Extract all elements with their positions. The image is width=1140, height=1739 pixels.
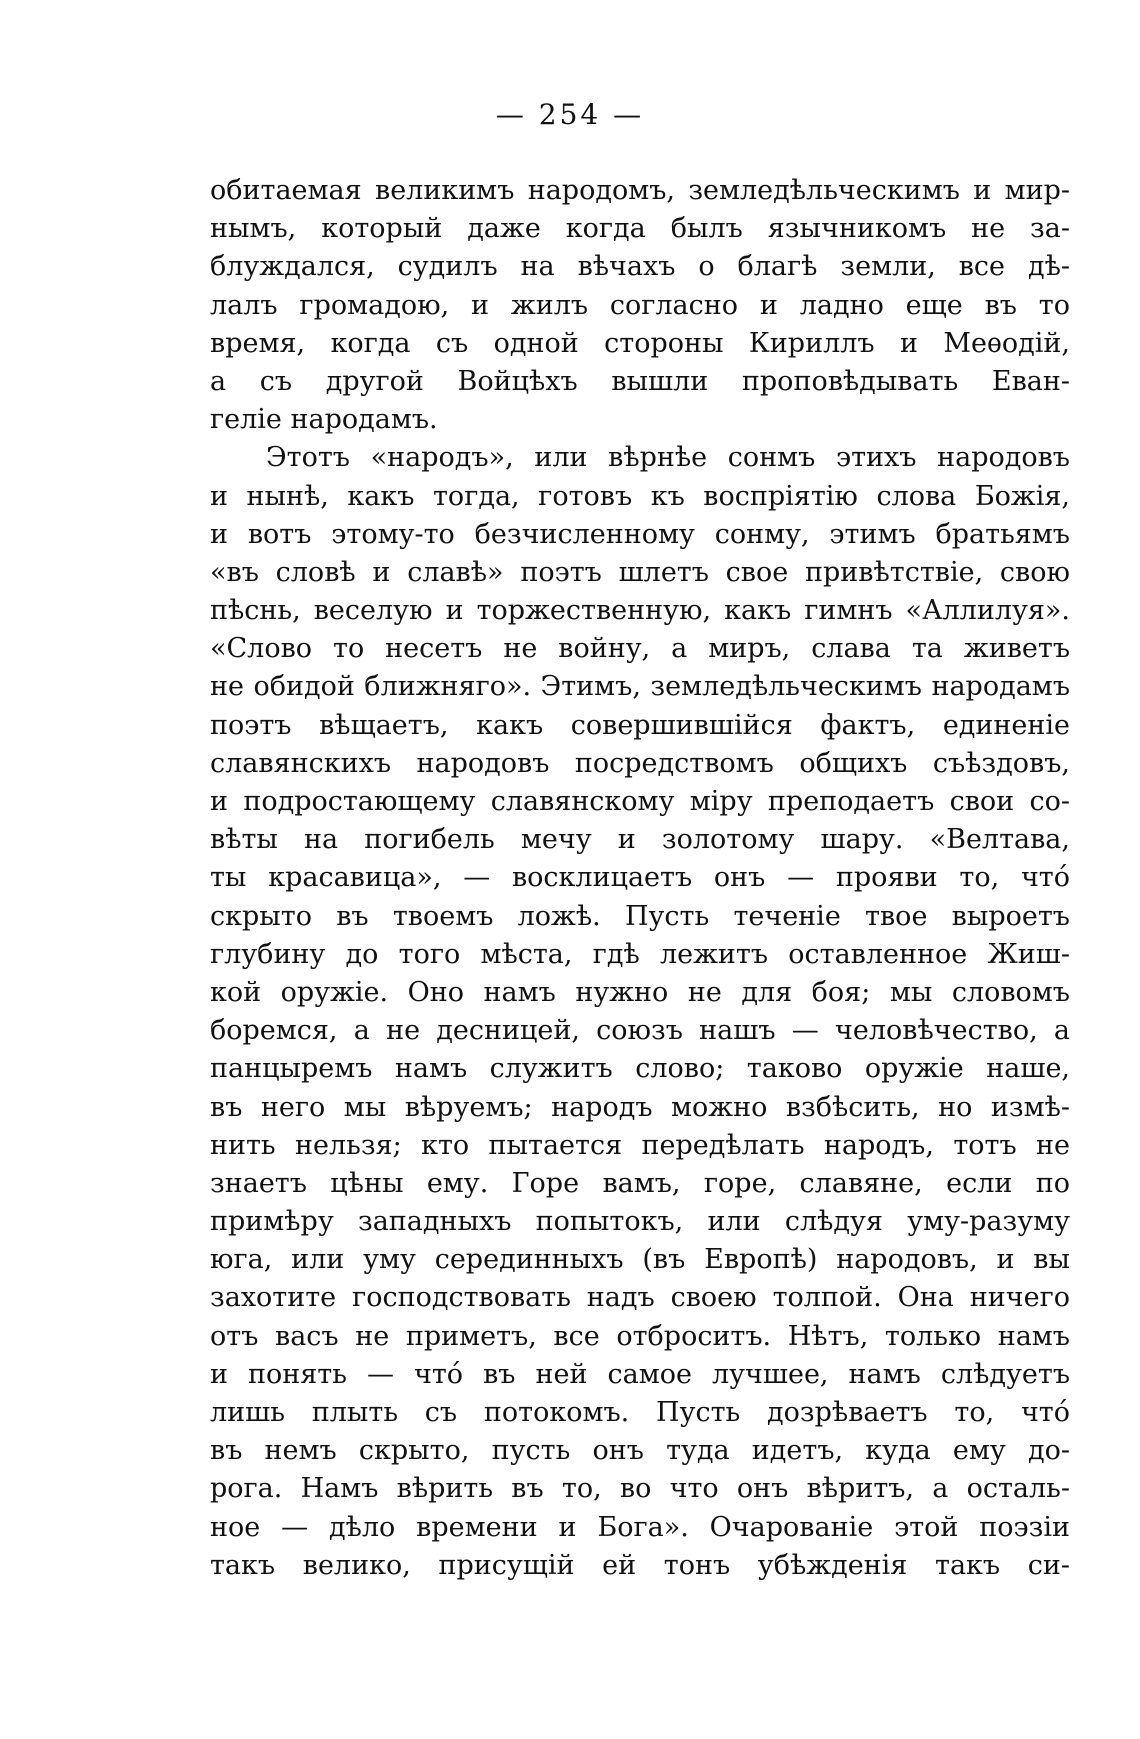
- text-line: скрыто въ твоемъ ложѣ. Пусть теченіе твое выроетъ: [210, 900, 1070, 932]
- text-line: нить нельзя; кто пытается передѣлать народъ, тотъ не: [210, 1129, 1070, 1161]
- text-line: лалъ громадою, и жилъ согласно и ладно еще въ то: [210, 289, 1070, 321]
- text-line: а съ другой Войцѣхъ вышли проповѣдывать Еван-: [210, 365, 1070, 397]
- text-line: лишь плыть съ потокомъ. Пусть дозрѣваетъ то, что́: [210, 1397, 1070, 1428]
- text-line: пѣснь, веселую и торжественную, какъ гимнъ «Аллилуя».: [210, 595, 1070, 627]
- text-line: вѣты на погибель мечу и золотому шару. «Велтава,: [210, 824, 1070, 856]
- text-line: глубину до того мѣста, гдѣ лежитъ оставленное Жиш-: [210, 938, 1070, 970]
- paragraph-first-line: Этотъ «народъ», или вѣрнѣе сонмъ этихъ народовъ: [266, 442, 1070, 474]
- text-line: въ немъ скрыто, пусть онъ туда идетъ, куда ему до-: [210, 1435, 1070, 1467]
- text-line: кой оружіе. Оно намъ нужно не для боя; мы словомъ: [210, 976, 1070, 1008]
- text-line: отъ васъ не приметъ, все отброситъ. Нѣтъ, только намъ: [210, 1320, 1070, 1352]
- text-line: боремся, а не десницей, союзъ нашъ — человѣчество, а: [210, 1015, 1070, 1047]
- text-line: ное — дѣло времени и Бога». Очарованіе этой поэзіи: [210, 1511, 1070, 1543]
- text-line: ты красавица», — восклицаетъ онъ — прояви то, что́: [210, 862, 1070, 894]
- text-line: и нынѣ, какъ тогда, готовъ къ воспріятію слова Божія,: [210, 480, 1070, 512]
- text-line: славянскихъ народовъ посредствомъ общихъ съѣздовъ,: [210, 747, 1070, 779]
- text-line: захотите господствовать надъ своею толпой. Она ничего: [210, 1282, 1070, 1314]
- page-number: — 254 —: [495, 98, 645, 131]
- text-line: въ него мы вѣруемъ; народъ можно взбѣсить, но измѣ-: [210, 1091, 1070, 1123]
- text-line: не обидой ближняго». Этимъ, земледѣльческимъ народамъ: [210, 671, 1070, 703]
- text-line: панцыремъ намъ служитъ слово; таково оружіе наше,: [210, 1053, 1070, 1085]
- text-line: обитаемая великимъ народомъ, земледѣльческимъ и мир-: [210, 175, 1070, 206]
- text-line: рога. Намъ вѣрить въ то, во что онъ вѣритъ, а осталь-: [210, 1473, 1070, 1505]
- text-line: и подростающему славянскому міру преподаетъ свои со-: [210, 786, 1070, 817]
- text-line: геліе народамъ.: [210, 404, 438, 436]
- text-line: время, когда съ одной стороны Кириллъ и Меѳодій,: [210, 327, 1070, 359]
- text-line: и вотъ этому-то безчисленному сонму, этимъ братьямъ: [210, 518, 1070, 550]
- text-line: и понять — что́ въ ней самое лучшее, намъ слѣдуетъ: [210, 1358, 1070, 1390]
- text-line: блуждался, судилъ на вѣчахъ о благѣ земли, все дѣ-: [210, 251, 1070, 283]
- body-text: [210, 172, 1070, 1585]
- text-line: поэтъ вѣщаетъ, какъ совершившійся фактъ, единеніе: [210, 709, 1070, 741]
- text-line: знаетъ цѣны ему. Горе вамъ, горе, славяне, если по: [210, 1167, 1070, 1199]
- text-line: «въ словѣ и славѣ» поэтъ шлетъ свое привѣтствіе, свою: [210, 556, 1070, 588]
- text-line: «Слово то несетъ не войну, а миръ, слава та живетъ: [210, 633, 1070, 665]
- text-line: юга, или уму серединныхъ (въ Европѣ) народовъ, и вы: [210, 1244, 1070, 1276]
- text-line: такъ велико, присущій ей тонъ убѣжденія такъ си-: [210, 1549, 1070, 1581]
- text-line: примѣру западныхъ попытокъ, или слѣдуя уму-разуму: [210, 1206, 1070, 1238]
- text-line: нымъ, который даже когда былъ язычникомъ не за-: [210, 213, 1070, 245]
